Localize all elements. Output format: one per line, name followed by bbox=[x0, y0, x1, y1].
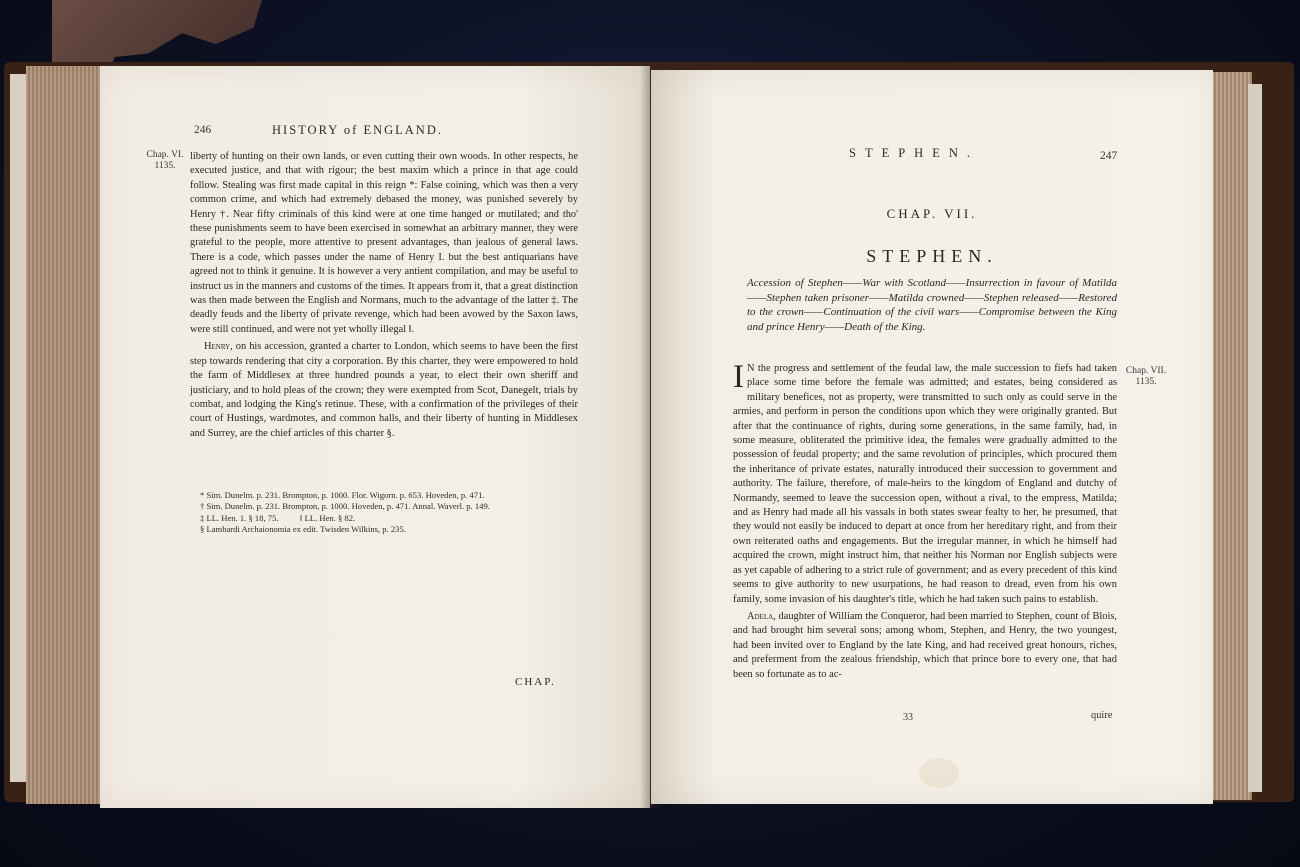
catchword: quire bbox=[1091, 710, 1113, 721]
paragraph: Adela, daughter of William the Conqueror, had been married to Stephen, count of Blois, and had brought him several sons; among whom, Stephen, and Henry, the two youngest, had been invited over to England by the late King, and had received great honours, riches, and preferment from the zealous friendship, which that prince bore to every one, that had been so fortunate as to ac- bbox=[733, 610, 1117, 680]
footnote: § Lambardi Archaionomia ex edit. Twisden Wilkins, p. 235. bbox=[200, 524, 406, 535]
right-page-edges bbox=[1212, 72, 1252, 800]
catchword: CHAP. bbox=[515, 676, 556, 688]
margin-note: Chap. VI. 1135. bbox=[146, 150, 184, 171]
paper-stain bbox=[919, 758, 959, 788]
left-page-edges bbox=[26, 66, 102, 804]
footnote: † Sim. Dunelm. p. 231. Brompton, p. 1000. Hoveden, p. 471. Annal. Waverl. p. 149. bbox=[200, 501, 490, 512]
paragraph: liberty of hunting on their own lands, or even cutting their own woods. In other respects, he executed justice, and that with rigour; the best maxim which a prince in that age could follow. Stealing was first made capital in this reign *: False coining, which was then a very common crime, and which had extremely debased the money, was punished severely by Henry †. Near fifty criminals of this kind were at one time hanged or mutilated; and tho' these punishments seem to have been exercised in somewhat an arbitrary manner, they were grateful to the people, more attentive to present advantages, than jealous of general laws. There is a code, which passes under the name of Henry I. but the best antiquarians have agreed not to think it genuine. It is however a very antient compilation, and may be useful to instruct us in the manners and customs of the times. It appears from it, that a great distinction was then made between the English and Normans, much to the advantage of the latter ‡. The deadly feuds and the liberty of private revenge, which had been avowed by the Saxon laws, were still continued, and were not yet wholly illegal ‖. bbox=[190, 151, 578, 335]
chapter-argument: Accession of Stephen——War with Scotland——Insurrection in favour of Matilda——Stephen taken prisoner——Matilda crowned——Stephen released——Restored to the crown——Continuation of the civil wars——Compromise between the King and prince Henry——Death of the King. bbox=[747, 277, 1117, 333]
body-text bbox=[190, 150, 578, 441]
page-number: 246 bbox=[194, 124, 212, 136]
chapter-title: STEPHEN. bbox=[866, 246, 998, 266]
paragraph: Henry, on his accession, granted a charter to London, which seems to have been the first step towards rendering that city a corporation. By this charter, they were empowered to hold the farm of Middlesex at three hundred pounds a year, to elect their own sheriff and justiciary, and to hold pleas of the crown; they were exempted from Scot, Danegelt, trials by combat, and lodging the King's retinue. These, with a confirmation of the privileges of their court of Hustings, wardmotes, and common halls, and their liberty of hunting in Middlesex and Surrey, are the chief articles of this charter §. bbox=[190, 341, 578, 439]
running-head: STEPHEN. bbox=[849, 146, 979, 160]
footnotes bbox=[200, 490, 570, 536]
body-text bbox=[733, 359, 1117, 682]
drop-cap: I bbox=[733, 359, 744, 395]
right-page bbox=[651, 70, 1213, 804]
footnote: ‡ LL. Hen. 1. § 18, 75. ‖ LL. Hen. § 82. bbox=[200, 512, 356, 523]
page-number: 247 bbox=[1100, 150, 1118, 162]
margin-note: Chap. VII. 1135. bbox=[1125, 366, 1167, 387]
chapter-number: CHAP. VII. bbox=[886, 206, 978, 221]
signature-mark: 33 bbox=[903, 712, 913, 723]
left-page bbox=[100, 66, 650, 808]
right-flyleaf bbox=[1248, 84, 1262, 792]
running-head: HISTORY of ENGLAND. bbox=[272, 123, 443, 137]
footnote: * Sim. Dunelm. p. 231. Brompton, p. 1000. Flor. Wigorn. p. 653. Hoveden, p. 471. bbox=[200, 490, 485, 500]
paragraph: I N the progress and settlement of the feudal law, the male succession to fiefs had taken place some time before the female was admitted; and estates, being considered as military benefices, not as property, were transmitted to such only as could serve in the armies, and perform in person the conditions upon which they were originally granted. But after that the continuance of rights, during some generations, in the same family, had, in some measure, obliterated the primitive idea, the females were gradually admitted to the possession of feudal property; and the same revolution of principles, which procured them the inheritance of private estates, naturally introduced their succession to government and authority. The failure, therefore, of male-heirs to the kingdom of England and dutchy of Normandy, seemed to leave the succession open, without a rival, to the empress, Matilda; and as Henry had made all his vassals in both states swear fealty to her, he presumed, that they would not easily be induced to depart at once from her hereditary right, and from their own reiterated oaths and engagements. But the irregular manner, in which he himself had acquired the crown, might instruct him, that neither his Norman nor English subjects were as yet capable of adhering to a strict rule of government; and as every precedent of this kind seems to give authority to new usurpations, he had reason to dread, even from his own family, some invasion of his daughter's title, which he had taken such pains to establish. bbox=[733, 359, 1117, 605]
